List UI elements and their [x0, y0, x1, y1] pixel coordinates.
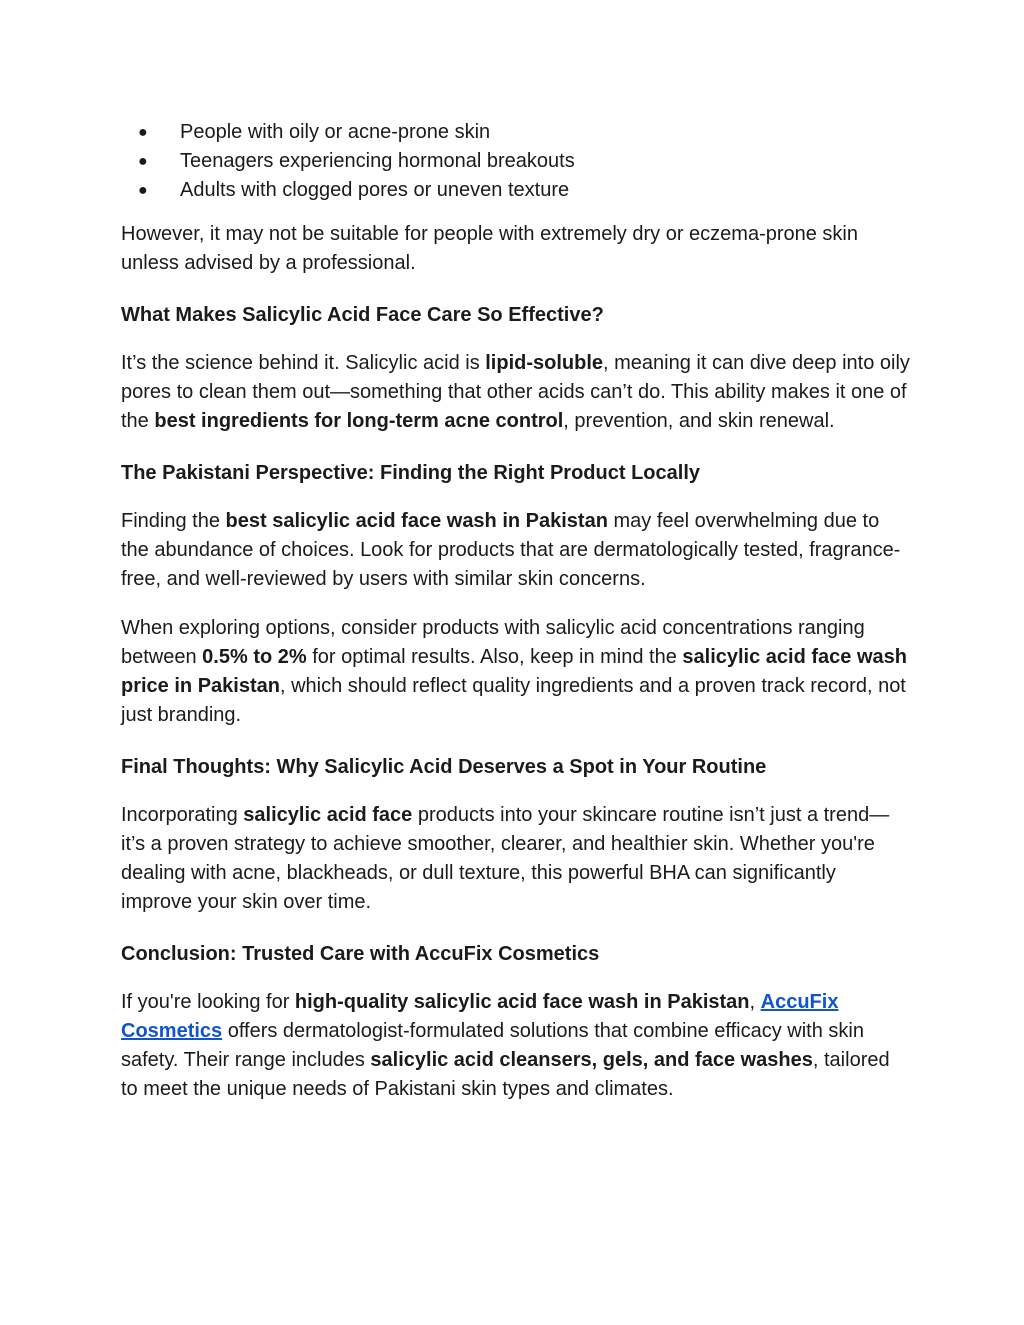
bullet-list: [121, 118, 911, 205]
bullet-icon: ●: [138, 182, 148, 199]
text-run: , tailored to meet the unique needs of Pakistani skin types and climates.: [121, 1049, 890, 1100]
text-run: If you're looking for: [121, 991, 295, 1013]
bold-text: 0.5% to 2%: [202, 646, 307, 668]
heading-conclusion: Conclusion: Trusted Care with AccuFix Cosmetics: [121, 943, 600, 965]
text-run: When exploring options, consider products with salicylic acid concentrations ranging between: [121, 617, 865, 668]
paragraph-finding: [121, 507, 911, 594]
list-item-text: Teenagers experiencing hormonal breakouts: [180, 150, 575, 172]
text-run: , prevention, and skin renewal.: [563, 410, 835, 432]
text-run: , which should reflect quality ingredients and a proven track record, not just branding.: [121, 675, 906, 726]
bullet-icon: ●: [138, 124, 148, 141]
bold-text: best salicylic acid face wash in Pakistan: [225, 510, 608, 532]
paragraph-incorporating: [121, 801, 911, 917]
bold-text: high-quality salicylic acid face wash in Pakistan: [294, 991, 750, 1013]
accufix-cosmetics-link[interactable]: AccuFix Cosmetics: [121, 991, 839, 1042]
document-body: [121, 118, 911, 1124]
text-run: ,: [749, 991, 761, 1013]
text-run: It’s the science behind it. Salicylic acid is: [121, 352, 486, 374]
text-run: products into your skincare routine isn’t just a trend—it’s a proven strategy to achieve smoother, clearer, and healthier skin. Whether you're dealing with acne, blackheads, or dull texture, this powerful BHA can significantly improve your skin over time.: [121, 804, 890, 913]
paragraph-conclusion: [121, 988, 911, 1104]
list-item: [121, 118, 911, 147]
text-run: Finding the: [121, 510, 226, 532]
text-run: , meaning it can dive deep into oily pores to clean them out—something that other acids can’t do. This ability makes it one of the: [121, 352, 910, 432]
bold-text: salicylic acid face: [243, 804, 413, 826]
text-run: may feel overwhelming due to the abundance of choices. Look for products that are dermatologically tested, fragrance-free, and well-reviewed by users with similar skin concerns.: [121, 510, 901, 590]
text-run: Incorporating: [121, 804, 244, 826]
text-run: offers dermatologist-formulated solutions that combine efficacy with skin safety. Their range includes: [121, 1020, 864, 1071]
bold-text: lipid-soluble: [485, 352, 604, 374]
list-item-text: Adults with clogged pores or uneven texture: [180, 179, 570, 201]
heading-pakistani-perspective: The Pakistani Perspective: Finding the Right Product Locally: [121, 462, 700, 484]
paragraph-options: [121, 614, 911, 730]
list-item: [121, 176, 911, 205]
list-item: [121, 147, 911, 176]
paragraph-however: However, it may not be suitable for people with extremely dry or eczema-prone skin unless advised by a professional.: [121, 223, 859, 274]
list-item-text: People with oily or acne-prone skin: [180, 121, 491, 143]
text-run: for optimal results. Also, keep in mind the: [306, 646, 683, 668]
paragraph-science: [121, 349, 911, 436]
bold-text: salicylic acid cleansers, gels, and face washes: [370, 1049, 813, 1071]
bold-text: salicylic acid face wash price in Pakistan: [121, 646, 907, 697]
heading-effective: What Makes Salicylic Acid Face Care So Effective?: [121, 304, 604, 326]
bullet-icon: ●: [138, 153, 148, 170]
bold-text: best ingredients for long-term acne control: [154, 410, 564, 432]
heading-final-thoughts: Final Thoughts: Why Salicylic Acid Deserves a Spot in Your Routine: [121, 756, 767, 778]
